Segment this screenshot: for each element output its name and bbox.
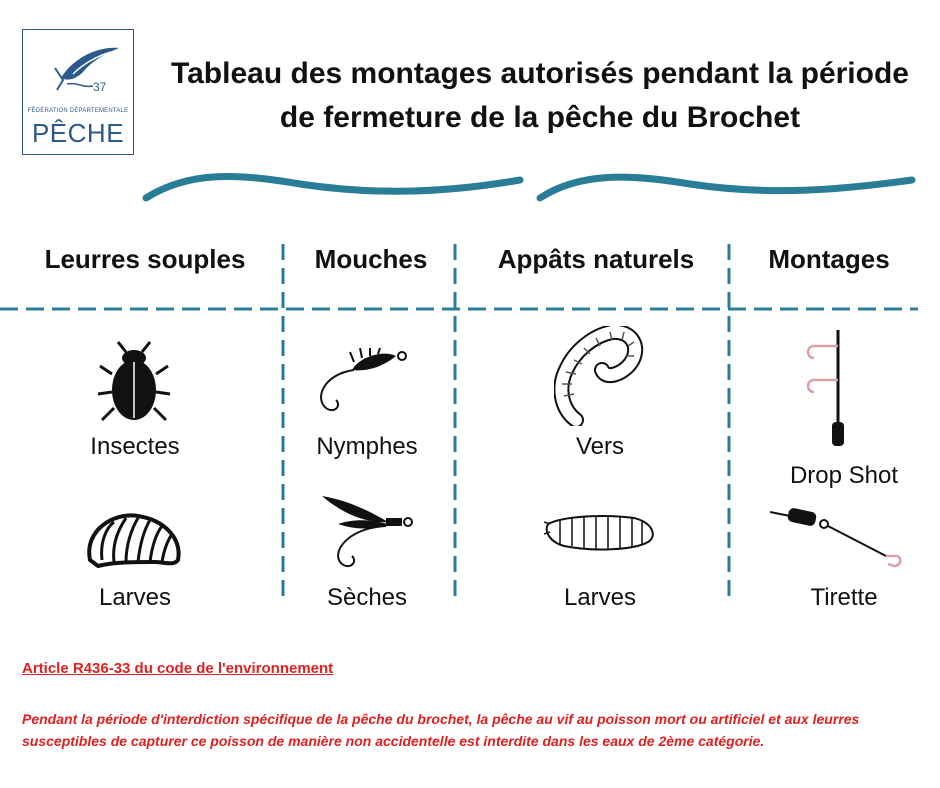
- grub-icon: [84, 510, 184, 570]
- logo-number: 37: [93, 80, 107, 94]
- label-vers: Vers: [575, 433, 625, 460]
- label-tirette: Tirette: [810, 584, 878, 611]
- worm-icon: [554, 326, 646, 426]
- logo-federation-text: FÉDÉRATION DÉPARTEMENTALE: [27, 108, 129, 114]
- label-drop-shot: Drop Shot: [789, 462, 899, 489]
- maggot-icon: [544, 508, 660, 554]
- federation-logo: [22, 29, 134, 155]
- article-reference: Article R436-33 du code de l'environnement: [22, 660, 334, 677]
- vertical-divider-2: [452, 244, 458, 599]
- label-insectes: Insectes: [90, 433, 180, 460]
- fish-logo-icon: [53, 38, 123, 98]
- label-larves-leurres: Larves: [98, 584, 172, 611]
- column-header-appats: Appâts naturels: [497, 244, 695, 274]
- beetle-icon: [96, 340, 172, 424]
- page-title: Tableau des montages autorisés pendant la période de fermeture de la pêche du Brochet: [171, 57, 909, 134]
- label-seches: Sèches: [326, 584, 408, 611]
- column-header-mouches: Mouches: [314, 244, 428, 274]
- column-header-leurres: Leurres souples: [44, 244, 246, 274]
- article-text: Pendant la période d'interdiction spécifique de la pêche du brochet, la pêche au vif au poisson mort ou artificiel et aux leurres susceptibles de capturer ce poisson de manière non accidentelle est interdite dans les eaux de 2ème catégorie.: [22, 711, 860, 749]
- column-header-montages: Montages: [768, 244, 890, 274]
- label-larves-appats: Larves: [563, 584, 637, 611]
- vertical-divider-3: [726, 244, 732, 599]
- nymph-fly-icon: [314, 348, 412, 418]
- wave-decoration: [0, 160, 940, 210]
- dry-fly-icon: [316, 494, 416, 574]
- logo-name: PÊCHE: [31, 118, 125, 148]
- vertical-divider-1: [280, 244, 286, 599]
- tirette-rig-icon: [770, 504, 906, 570]
- label-nymphes: Nymphes: [316, 433, 418, 460]
- drop-shot-rig-icon: [802, 330, 858, 448]
- horizontal-divider: [0, 306, 940, 312]
